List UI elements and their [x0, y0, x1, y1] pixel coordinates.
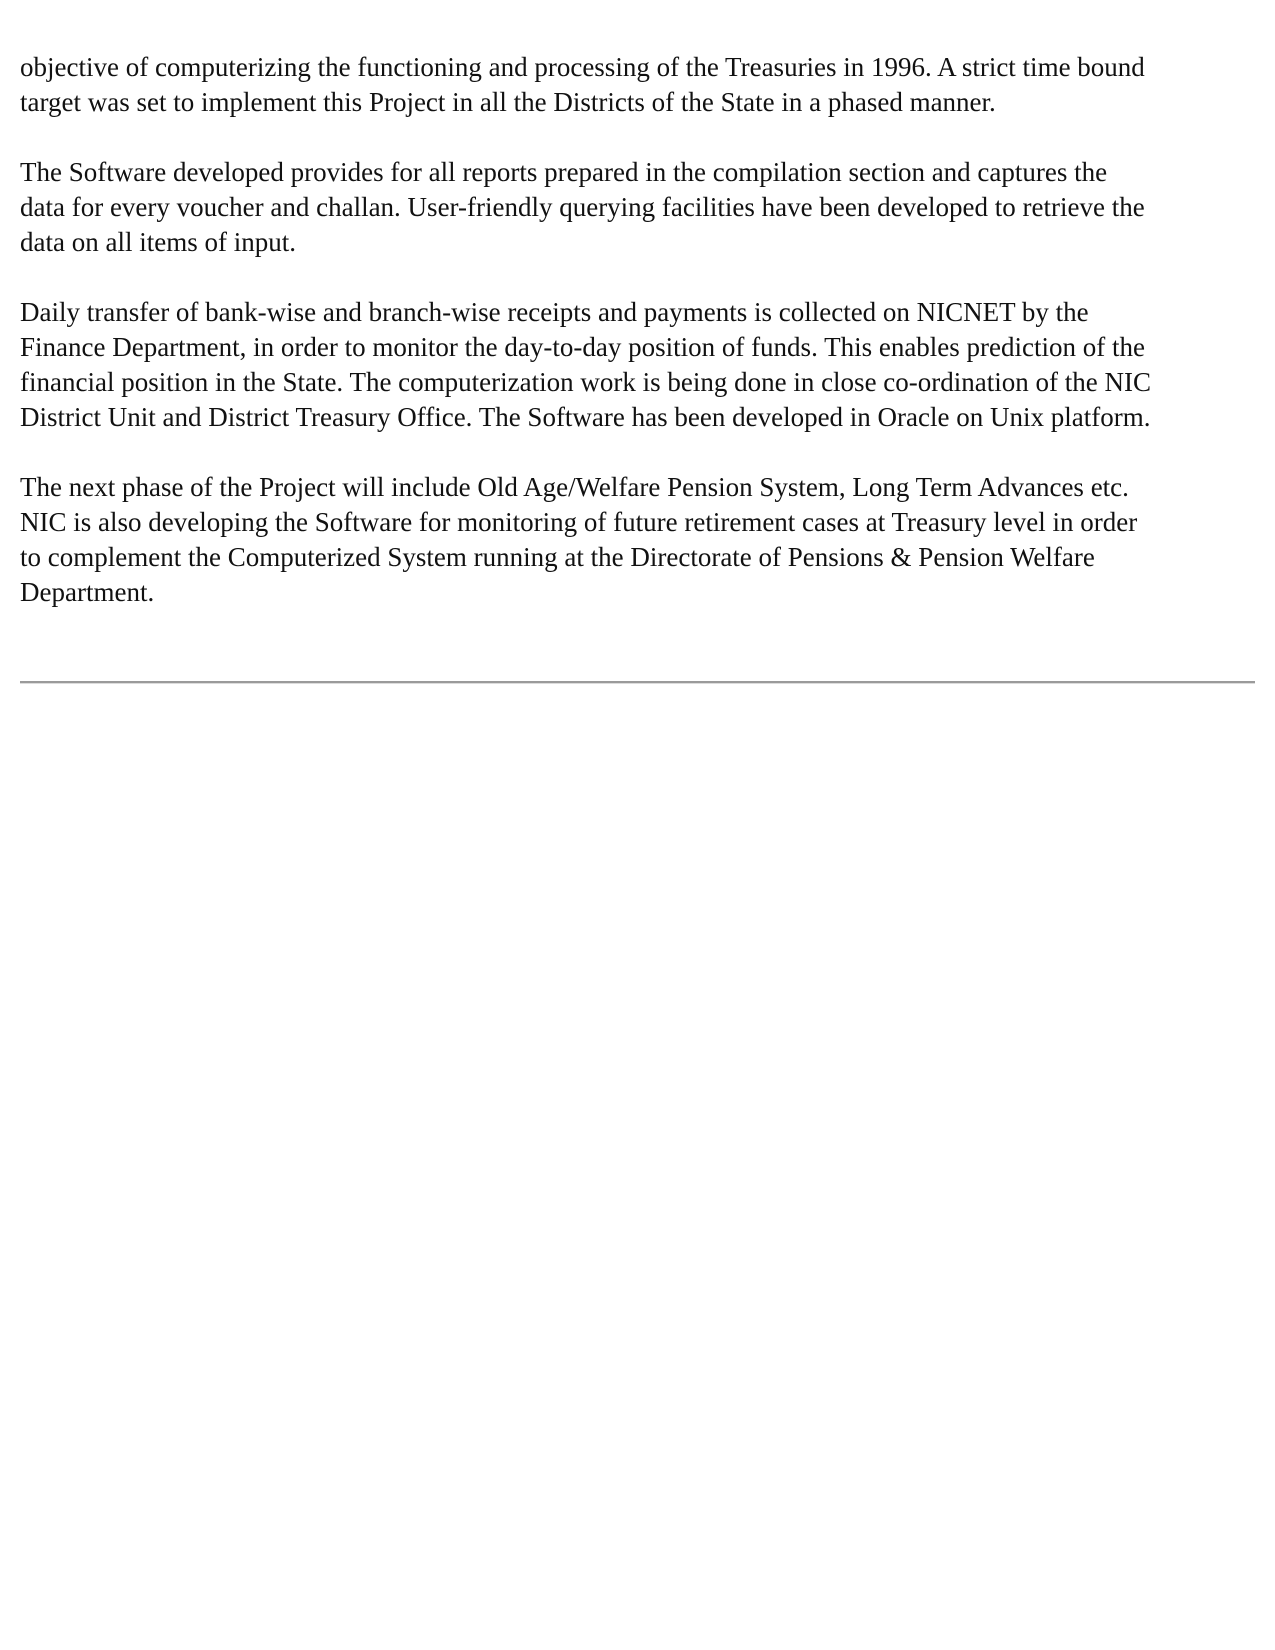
text-line: NIC is also developing the Software for monitoring of future retirement cases at Treasury level in order: [20, 507, 1138, 537]
paragraph-next-phase: [20, 470, 1260, 610]
paragraph-software-reports: [20, 155, 1260, 260]
text-line: data on all items of input.: [20, 227, 296, 257]
text-line: District Unit and District Treasury Office. The Software has been developed in Oracle on Unix platform.: [20, 402, 1151, 432]
text-line: Finance Department, in order to monitor the day-to-day position of funds. This enables prediction of the: [20, 332, 1145, 362]
paragraph-daily-transfer: [20, 295, 1260, 435]
text-line: to complement the Computerized System running at the Directorate of Pensions & Pension Welfare: [20, 542, 1095, 572]
paragraph-treasury-objective: [20, 50, 1260, 120]
document-body: [20, 50, 1260, 645]
text-line: data for every voucher and challan. User-friendly querying facilities have been developed to retrieve the: [20, 192, 1145, 222]
text-line: target was set to implement this Project in all the Districts of the State in a phased manner.: [20, 87, 996, 117]
text-line: financial position in the State. The computerization work is being done in close co-ordination of the NIC: [20, 367, 1151, 397]
text-line: The Software developed provides for all reports prepared in the compilation section and captures the: [20, 157, 1108, 187]
text-line: objective of computerizing the functioning and processing of the Treasuries in 1996. A strict time bound: [20, 52, 1145, 82]
text-line: The next phase of the Project will include Old Age/Welfare Pension System, Long Term Advances etc.: [20, 472, 1129, 502]
text-line: Department.: [20, 577, 155, 607]
horizontal-rule-divider: [20, 681, 1255, 684]
text-line: Daily transfer of bank-wise and branch-wise receipts and payments is collected on NICNET by the: [20, 297, 1089, 327]
